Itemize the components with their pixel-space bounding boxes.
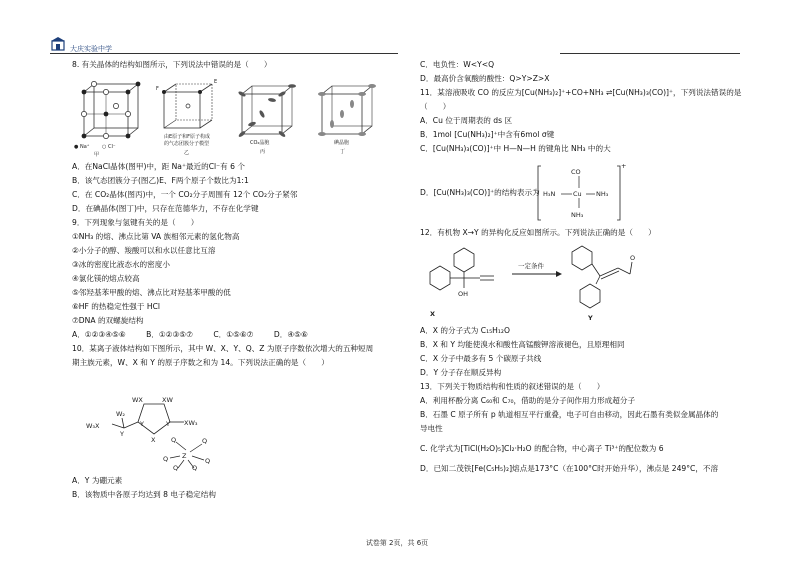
q13-option-b: B．石墨 C 原子所有 p 轨道相互平行重叠，电子可自由移动，因此石墨有类似金属晶体的 xyxy=(420,410,719,419)
molecule-y xyxy=(572,246,635,322)
q9-stem: 9．下列现象与氢键有关的是（ ） xyxy=(72,218,199,227)
cu-complex-structure xyxy=(535,162,625,226)
q10-options xyxy=(72,474,397,502)
right-column-bottom xyxy=(420,324,745,476)
center-cu: Cu xyxy=(573,190,582,198)
nacl-lattice-figure xyxy=(74,81,140,158)
formula-q1: Q xyxy=(171,436,177,444)
q11-option-d-wrap xyxy=(420,186,550,200)
school-name: 大庆实验中学 xyxy=(70,45,112,53)
q10-option-d: D．最高价含氧酸的酸性：Q>Y>Z>X xyxy=(420,74,550,83)
ligand-co: CO xyxy=(571,168,581,176)
q10-option-c: C．电负性：W<Y<Q xyxy=(420,60,495,69)
reaction-arrowhead xyxy=(556,271,562,277)
q8-stem: 8. 有关晶体的结构如图所示，下列说法中错误的是（ ） xyxy=(72,60,272,69)
formula-y-chain: Y xyxy=(120,430,124,438)
q11-stem-end: （ ） xyxy=(420,102,451,111)
fig-b-desc2: 的气态团簇分子模型 xyxy=(164,141,210,147)
fig-c-name: CO₂晶胞 xyxy=(250,140,270,146)
q11-option-c: C．[Cu(NH₃)₃(CO)]⁺中 H—N—H 的键角比 NH₃ 中的大 xyxy=(420,144,611,153)
q12-option-a: A．X 的分子式为 C₁₅H₁₂O xyxy=(420,326,510,335)
group-oh: OH xyxy=(458,290,469,298)
legend-na: ● Na⁺ xyxy=(74,144,90,150)
q8-option-d: D．在碘晶体(图丁)中，只存在范德华力，不存在化学键 xyxy=(72,204,259,213)
iodine-cell-figure xyxy=(318,84,376,155)
fig-label-d: 丁 xyxy=(340,149,346,155)
q9-item-2: ②小分子的醇、羧酸可以和水以任意比互溶 xyxy=(72,246,216,255)
charge-plus: + xyxy=(621,162,627,170)
label-x: X xyxy=(430,310,436,318)
school-logo-icon xyxy=(50,36,66,52)
q10-stem-line2: 期主族元素，W、X 和 Y 的原子序数之和为 14。下列说法正确的是（ ） xyxy=(72,358,329,367)
q9-item-6: ⑥HF 的热稳定性强于 HCl xyxy=(72,302,160,311)
q9-option-d: D．④⑤⑥ xyxy=(273,330,308,339)
arrow-condition: 一定条件 xyxy=(518,262,544,270)
q13-option-b-cont: 导电性 xyxy=(420,424,443,433)
formula-q2: Q xyxy=(202,437,208,445)
q8-option-c: C．在 CO₂晶体(图丙)中，一个 CO₂分子周围有 12个 CO₂分子紧邻 xyxy=(72,190,298,199)
formula-q4: Q xyxy=(205,457,211,465)
q9-item-4: ④氯化镁的熔点较高 xyxy=(72,274,140,283)
formula-w2: W₂ xyxy=(116,410,126,418)
isomerization-reaction xyxy=(420,244,740,322)
q11-option-d: D．[Cu(NH₃)₃(CO)]⁺的结构表示为 xyxy=(420,188,540,197)
co2-cell-figure xyxy=(238,84,296,155)
formula-q5: Q xyxy=(173,464,179,472)
q9-item-5: ⑤邻羟基苯甲酸的熔、沸点比对羟基苯甲酸的低 xyxy=(72,288,231,297)
legend-cl: ○ Cl⁻ xyxy=(102,144,116,150)
q9-option-a: A．①②③④⑤⑥ xyxy=(72,330,126,339)
formula-y-right: Y xyxy=(166,420,170,428)
fig-label-c: 丙 xyxy=(260,149,266,155)
q10-option-b: B．该物质中各原子均达到 8 电子稳定结构 xyxy=(72,490,216,499)
label-y: Y xyxy=(588,314,593,322)
q10-stem-line1: 10．某离子液体结构如下图所示，其中 W、X、Y、Q、Z 为原子序数依次增大的五种短周 xyxy=(72,344,374,353)
q13-option-a: A．利用杯酚分离 C₆₀和 C₇₀，借助的是分子间作用力形成超分子 xyxy=(420,396,636,405)
formula-x-ring: X xyxy=(151,436,156,444)
header-rule-left xyxy=(50,53,398,54)
formula-q3: Q xyxy=(163,455,169,463)
fig-label-a: 甲 xyxy=(94,152,100,158)
header-rule-right xyxy=(560,53,740,54)
ligand-nh3-right: NH₃ xyxy=(596,190,609,198)
q8-option-b: B．该气态团簇分子(图乙)E、F两个原子个数比为1:1 xyxy=(72,176,249,185)
q13-option-d: D．已知二茂铁[Fe(C₅H₅)₂]熔点是173°C（在100°C时开始升华），沸点是 249°C，不溶 xyxy=(420,464,719,473)
page-footer: 试卷第 2页，共 6页 xyxy=(365,539,429,547)
left-column xyxy=(72,58,397,72)
ionic-liquid-structure xyxy=(72,390,272,470)
ligand-nh3-bottom: NH₃ xyxy=(571,211,584,219)
formula-q6: Q xyxy=(192,464,198,472)
ligand-h3n: H₃N xyxy=(543,190,556,198)
q11-option-b: B．1mol [Cu(NH₃)₂]⁺中含有6mol σ键 xyxy=(420,130,555,139)
molecule-x xyxy=(430,248,494,318)
q9-item-3: ③冰的密度比液态水的密度小 xyxy=(72,260,170,269)
group-o: O xyxy=(630,254,636,262)
q11-option-a: A．Cu 位于周期表的 ds 区 xyxy=(420,116,513,125)
q12-option-c: C．X 分子中最多有 5 个碳原子共线 xyxy=(420,354,542,363)
q9-option-b: B．①②③⑤⑦ xyxy=(146,330,193,339)
q12-stem: 12．有机物 X→Y 的异构化反应如图所示。下列说法正确的是（ ） xyxy=(420,228,656,237)
cluster-cube-figure xyxy=(156,79,217,156)
q12-stem-wrap xyxy=(420,226,745,240)
q8-options xyxy=(72,160,397,370)
q12-option-d: D．Y 分子存在顺反异构 xyxy=(420,368,502,377)
q12-option-b: B．X 和 Y 均能使溴水和酸性高锰酸钾溶液褪色，且原理相同 xyxy=(420,340,625,349)
q10-option-a: A．Y 为硼元素 xyxy=(72,476,123,485)
q13-stem: 13．下列关于物质结构和性质的叙述错误的是（ ） xyxy=(420,382,605,391)
fig-label-b: 乙 xyxy=(184,150,190,156)
right-column-top xyxy=(420,58,745,156)
q11-stem: 11．某溶液吸收 CO 的反应为[Cu(NH₃)₂]⁺+CO+NH₃ ⇌[Cu(NH₃)₃(CO)]⁺，下列说法错误的是 xyxy=(420,88,742,97)
formula-xw3: XW₃ xyxy=(184,419,198,427)
q9-item-1: ①NH₃ 的熔、沸点比第 VA 族相邻元素的氢化物高 xyxy=(72,232,240,241)
formula-z: Z xyxy=(182,452,187,460)
fig-d-name: 碘晶胞 xyxy=(334,140,350,146)
fig-label-f: F xyxy=(156,86,159,92)
q8-option-a: A．在NaCl晶体(图甲)中，距 Na⁺最近的Cl⁻有 6 个 xyxy=(72,162,246,171)
formula-w3x: W₃X xyxy=(86,422,100,430)
formula-xw: XW xyxy=(162,396,173,404)
q9-options xyxy=(72,328,397,342)
formula-y-left: Y xyxy=(140,420,144,428)
q9-option-c: C．①⑤⑥⑦ xyxy=(213,330,254,339)
q9-item-7: ⑦DNA 的双螺旋结构 xyxy=(72,316,144,325)
fig-b-desc1: 由E原子和F原子构成 xyxy=(164,134,211,140)
q8-figures xyxy=(72,78,402,158)
fig-label-e: E xyxy=(214,79,218,85)
formula-wx: WX xyxy=(132,396,143,404)
q13-option-c: C. 化学式为[TiCl(H₂O)₅]Cl₂·H₂O 的配合物，中心离子 Ti³⁺的配位数为 6 xyxy=(420,444,664,453)
